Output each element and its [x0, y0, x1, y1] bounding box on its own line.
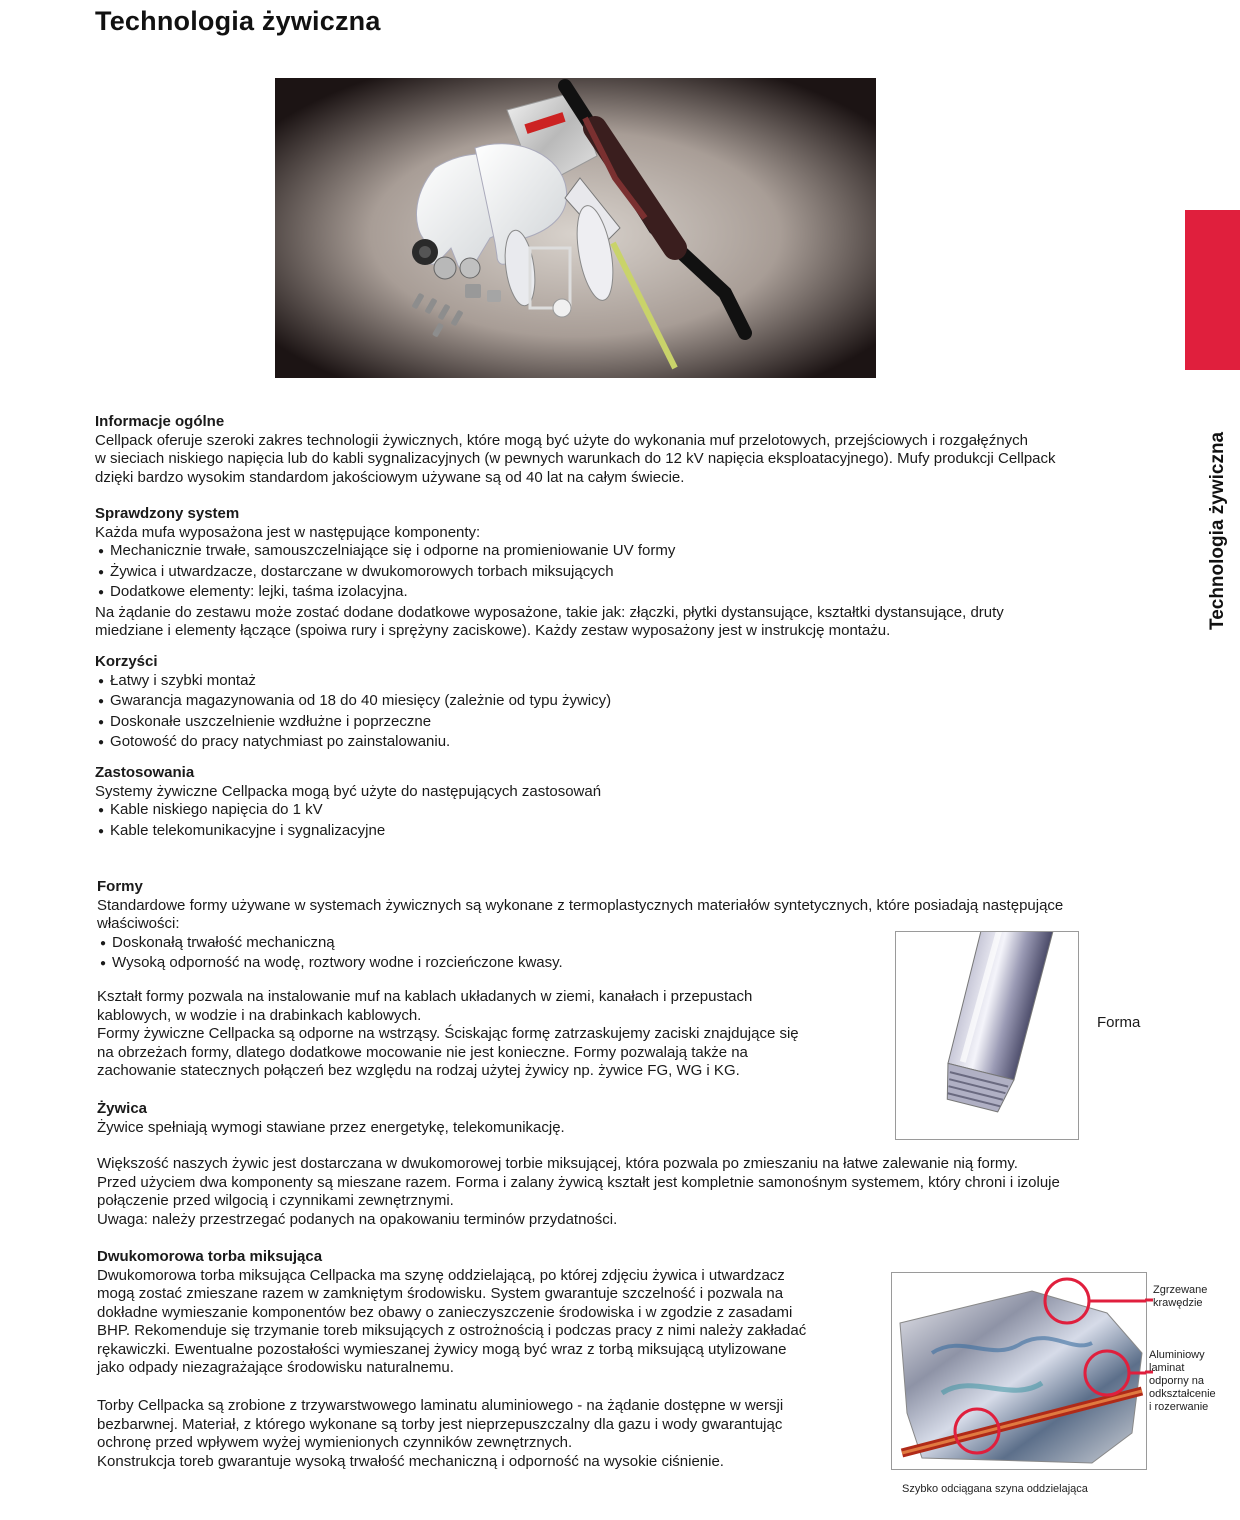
- forms-heading: Formy: [97, 878, 143, 895]
- resin-body: [97, 1155, 1157, 1229]
- list-item: ● Mechanicznie trwałe, samouszczelniające się i odporne na promieniowanie UV formy: [95, 542, 1155, 563]
- benefits-heading: Korzyści: [95, 653, 158, 670]
- callout-line: laminat: [1149, 1362, 1185, 1374]
- list-item: ● Gwarancja magazynowania od 18 do 40 miesięcy (zależnie od typu żywicy): [95, 692, 1155, 713]
- resin-line: Żywice spełniają wymogi stawiane przez energetykę, telekomunikację.: [97, 1118, 565, 1136]
- list-item: ● Gotowość do pracy natychmiast po zainstalowaniu.: [95, 733, 1155, 754]
- section-tab-marker: [1185, 210, 1240, 370]
- list-item: ● Kable telekomunikacyjne i sygnalizacyjne: [95, 822, 1155, 843]
- proven-system-section: [95, 505, 1155, 641]
- bag-material-body: [97, 1397, 877, 1471]
- list-item: ● Kable niskiego napięcia do 1 kV: [95, 801, 1155, 822]
- mould-image: [895, 931, 1079, 1140]
- bag-line: jako odpady niezagrażające środowisku naturalnemu.: [97, 1359, 454, 1376]
- callout-line: krawędzie: [1153, 1297, 1203, 1309]
- general-line: dzięki bardzo wysokim standardom jakościowym używane są od 40 lat na całym świecie.: [95, 468, 685, 486]
- bag-line: bezbarwnej. Materiał, z którego wykonane są torby jest nieprzepuszczalny dla gazu i wody gwarantując: [97, 1415, 783, 1433]
- resin-body-line: Większość naszych żywic jest dostarczana w dwukomorowej torbie miksującej, która pozwala po zmieszaniu na łatwe zalewanie nią formy.: [97, 1155, 1018, 1172]
- general-line: Cellpack oferuje szeroki zakres technologii żywicznych, które mogą być użyte do wykonania muf przelotowych, przejściowych i rozgałęźnych: [95, 431, 1028, 449]
- forms-body-line: Formy żywiczne Cellpacka są odporne na wstrząsy. Ściskając formę zatrzaskujemy zaciski znajdujące się: [97, 1025, 799, 1042]
- bag-line: Dwukomorowa torba miksująca Cellpacka ma szynę oddzielającą, po której zdjęciu żywica i utwardzacz: [97, 1266, 785, 1284]
- callout-sealed-edges: [1153, 1284, 1207, 1310]
- bag-line: BHP. Rekomenduje się trzymanie toreb miksujących z ostrożnością i podczas pracy z nimi należy zakładać: [97, 1322, 807, 1339]
- list-item: ● Doskonałą trwałość mechaniczną: [97, 934, 1157, 955]
- resin-body-line: połączenie przed wilgocią i czynnikami zewnętrznymi.: [97, 1192, 454, 1209]
- system-outro: Na żądanie do zestawu może zostać dodane dodatkowe wyposażone, takie jak: złączki, płytki dystansujące, kształtki dystansujące, druty: [95, 603, 1004, 621]
- resin-heading: Żywica: [97, 1100, 148, 1117]
- bag-line: ochronę przed wpływem wyżej wymienionych czynników zewnętrznych.: [97, 1434, 573, 1451]
- forms-body-line: na obrzeżach formy, dlatego dodatkowe mocowanie nie jest konieczne. Formy pozwalają także na: [97, 1043, 748, 1061]
- bag-line: dokładne wymieszanie komponentów bez obawy o zanieczyszczenie środowiska i w zgodzie z zasadami: [97, 1303, 793, 1321]
- list-item: ● Dodatkowe elementy: lejki, taśma izolacyjna.: [95, 583, 1155, 604]
- general-line: w sieciach niskiego napięcia lub do kabli sygnalizacyjnych (w pewnych warunkach do 12 kV napięcia eksploatacyjnego). Mufy produkcji Cellpack: [95, 450, 1056, 467]
- system-bullets: [95, 542, 1155, 604]
- bag-line: Torby Cellpacka są zrobione z trzywarstwowego laminatu aluminiowego - na żądanie dostępne w wersji: [97, 1397, 784, 1414]
- bag-line: Konstrukcja toreb gwarantuje wysoką trwałość mechaniczną i odporność na wysokie ciśnienie.: [97, 1452, 724, 1470]
- system-heading: Sprawdzony system: [95, 505, 240, 522]
- resin-body-line: Uwaga: należy przestrzegać podanych na opakowaniu terminów przydatności.: [97, 1210, 618, 1228]
- resin-body-line: Przed użyciem dwa komponenty są mieszane razem. Forma i zalany żywicą kształt jest kompletnie samonośnym systemem, który chroni i izoluje: [97, 1173, 1060, 1191]
- forms-body: [97, 988, 877, 1081]
- bag-heading: Dwukomorowa torba miksująca: [97, 1248, 323, 1265]
- applications-section: [95, 764, 1155, 842]
- forms-body-line: Kształt formy pozwala na instalowanie muf na kablach układanych w ziemi, kanałach i przepustach: [97, 988, 753, 1005]
- bag-line: rękawiczki. Ewentualne pozostałości wymieszanej żywicy mogą być wraz z torbą miksującą utylizowane: [97, 1340, 787, 1358]
- list-item: ● Wysoką odporność na wodę, roztwory wodne i rozcieńczone kwasy.: [97, 954, 1157, 975]
- system-intro: Każda mufa wyposażona jest w następujące komponenty:: [95, 523, 481, 541]
- callout-line: odporny na: [1149, 1375, 1205, 1387]
- list-item: ● Żywica i utwardzacze, dostarczane w dwukomorowych torbach miksujących: [95, 563, 1155, 584]
- mixing-bag-section: [97, 1248, 877, 1378]
- mould-caption: Forma: [1097, 1014, 1141, 1031]
- mixing-bag-image: [891, 1272, 1147, 1470]
- forms-intro: właściwości:: [97, 915, 180, 932]
- applications-intro: Systemy żywiczne Cellpacka mogą być użyte do następujących zastosowań: [95, 782, 602, 800]
- product-kit-photo: [275, 78, 876, 378]
- system-outro: miedziane i elementy łączące (spoiwa rury i sprężyny zaciskowe). Każdy zestaw wyposażony jest w instrukcję montażu.: [95, 622, 891, 639]
- callout-laminate: [1149, 1349, 1216, 1414]
- list-item: ● Doskonałe uszczelnienie wzdłużne i poprzeczne: [95, 713, 1155, 734]
- page-title: Technologia żywiczna: [95, 6, 381, 36]
- applications-bullets: [95, 801, 1155, 842]
- benefits-bullets: [95, 672, 1155, 754]
- general-heading: Informacje ogólne: [95, 413, 225, 430]
- callout-separator-rail: Szybko odciągana szyna oddzielająca: [902, 1483, 1088, 1495]
- callout-line: odkształcenie: [1149, 1388, 1216, 1400]
- callout-line: Zgrzewane: [1153, 1284, 1208, 1296]
- resin-section: [97, 1100, 887, 1137]
- applications-heading: Zastosowania: [95, 764, 195, 781]
- callout-line: i rozerwanie: [1149, 1401, 1209, 1413]
- forms-body-line: zachowanie statecznych połączeń bez względu na rodzaj użytej żywicy np. żywice FG, WG i KG.: [97, 1062, 740, 1079]
- benefits-section: [95, 653, 1155, 754]
- callout-line: Aluminiowy: [1149, 1349, 1205, 1361]
- forms-intro: Standardowe formy używane w systemach żywicznych są wykonane z termoplastycznych materiałów syntetycznych, które posiadają następujące: [97, 896, 1064, 914]
- forms-body-line: kablowych, w wodzie i na drabinkach kablowych.: [97, 1006, 422, 1024]
- bag-line: mogą zostać zmieszane razem w zamkniętym środowisku. System gwarantuje szczelność i pozwala na: [97, 1285, 784, 1302]
- general-info-section: [95, 413, 1155, 487]
- side-section-label: Technologia żywiczna: [1207, 431, 1228, 630]
- list-item: ● Łatwy i szybki montaż: [95, 672, 1155, 693]
